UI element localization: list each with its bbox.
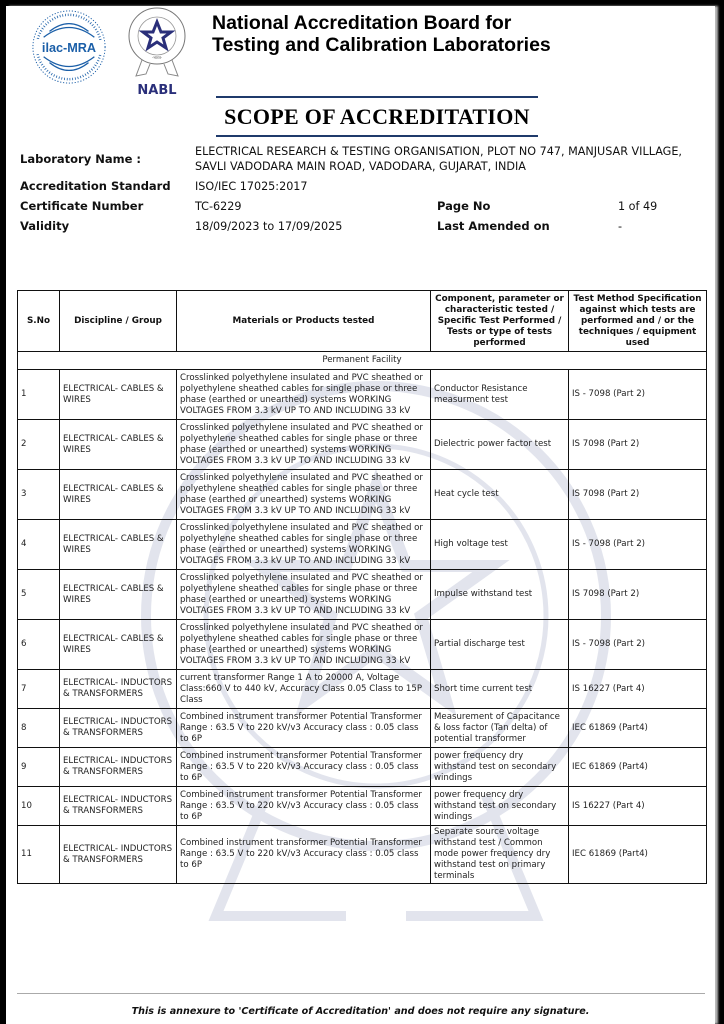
cell-materials: Crosslinked polyethylene insulated and PVC sheathed or polyethylene sheathed cables for single phase or three phase (earthed or unearthed) systems WORKING VOLTAGES FROM 3.3 kV UP TO AND INCLUDING 33 kV xyxy=(177,470,431,520)
validity-label: Validity xyxy=(20,219,70,233)
table-row xyxy=(18,670,707,709)
cell-materials: Crosslinked polyethylene insulated and PVC sheathed or polyethylene sheathed cables for single phase or three phase (earthed or unearthed) systems WORKING VOLTAGES FROM 3.3 kV UP TO AND INCLUDING 33 kV xyxy=(177,370,431,420)
cell-component: Short time current test xyxy=(431,670,569,709)
cell-method: IEC 61869 (Part4) xyxy=(569,748,707,787)
cell-component: High voltage test xyxy=(431,520,569,570)
page-no-value: 1 of 49 xyxy=(618,200,658,213)
cell-sno: 4 xyxy=(18,520,60,570)
document-page xyxy=(6,6,715,1024)
cell-sno: 5 xyxy=(18,570,60,620)
cell-method: IS - 7098 (Part 2) xyxy=(569,620,707,670)
cell-method: IS - 7098 (Part 2) xyxy=(569,520,707,570)
footer-divider xyxy=(17,993,705,994)
table-row xyxy=(18,370,707,420)
certificate-number-label: Certificate Number xyxy=(20,199,144,213)
last-amended-value: - xyxy=(618,220,623,233)
cell-sno: 8 xyxy=(18,709,60,748)
facility-row xyxy=(18,352,707,370)
scope-table xyxy=(17,290,707,884)
accreditation-standard-label: Accreditation Standard xyxy=(20,179,171,193)
cell-method: IEC 61869 (Part4) xyxy=(569,709,707,748)
cell-component: Heat cycle test xyxy=(431,470,569,520)
cell-discipline: ELECTRICAL- CABLES & WIRES xyxy=(60,370,177,420)
laboratory-name-line2: SAVLI VADODARA MAIN ROAD, VADODARA, GUJARAT, INDIA xyxy=(195,160,526,173)
laboratory-name-line1: ELECTRICAL RESEARCH & TESTING ORGANISATION, PLOT NO 747, MANJUSAR VILLAGE, xyxy=(195,145,682,158)
table-row xyxy=(18,470,707,520)
header-method: Test Method Specification against which tests are performed and / or the techniques / equipment used xyxy=(569,291,707,352)
cell-sno: 3 xyxy=(18,470,60,520)
cell-component: Measurement of Capacitance & loss factor (Tan delta) of potential transformer xyxy=(431,709,569,748)
cell-method: IS 7098 (Part 2) xyxy=(569,470,707,520)
cell-component: Conductor Resistance measurment test xyxy=(431,370,569,420)
cell-materials: Combined instrument transformer Potential Transformer Range : 63.5 V to 220 kV/v3 Accuracy class : 0.05 class to 6P xyxy=(177,826,431,884)
cell-discipline: ELECTRICAL- INDUCTORS & TRANSFORMERS xyxy=(60,670,177,709)
cell-method: IS - 7098 (Part 2) xyxy=(569,370,707,420)
cell-discipline: ELECTRICAL- INDUCTORS & TRANSFORMERS xyxy=(60,826,177,884)
org-title-line2: Testing and Calibration Laboratories xyxy=(212,34,551,56)
cell-component: power frequency dry withstand test on secondary windings xyxy=(431,787,569,826)
facility-label: Permanent Facility xyxy=(18,352,707,370)
header-sno: S.No xyxy=(18,291,60,352)
cell-method: IS 16227 (Part 4) xyxy=(569,670,707,709)
cell-materials: Combined instrument transformer Potential Transformer Range : 63.5 V to 220 kV/v3 Accuracy class : 0.05 class to 6P xyxy=(177,748,431,787)
cell-discipline: ELECTRICAL- INDUCTORS & TRANSFORMERS xyxy=(60,748,177,787)
scope-title-banner xyxy=(216,96,538,137)
cell-materials: Combined instrument transformer Potential Transformer Range : 63.5 V to 220 kV/v3 Accuracy class : 0.05 class to 6P xyxy=(177,709,431,748)
header-discipline: Discipline / Group xyxy=(60,291,177,352)
table-row xyxy=(18,748,707,787)
cell-materials: Crosslinked polyethylene insulated and PVC sheathed or polyethylene sheathed cables for single phase or three phase (earthed or unearthed) systems WORKING VOLTAGES FROM 3.3 kV UP TO AND INCLUDING 33 kV xyxy=(177,620,431,670)
nabl-logo-icon xyxy=(124,6,190,98)
cell-component: power frequency dry withstand test on secondary windings xyxy=(431,748,569,787)
table-row xyxy=(18,787,707,826)
page-title: SCOPE OF ACCREDITATION xyxy=(224,104,530,129)
cell-method: IS 7098 (Part 2) xyxy=(569,420,707,470)
cell-discipline: ELECTRICAL- CABLES & WIRES xyxy=(60,570,177,620)
certificate-number-value: TC-6229 xyxy=(195,200,242,213)
cell-materials: Crosslinked polyethylene insulated and PVC sheathed or polyethylene sheathed cables for single phase or three phase (earthed or unearthed) systems WORKING VOLTAGES FROM 3.3 kV UP TO AND INCLUDING 33 kV xyxy=(177,570,431,620)
cell-sno: 6 xyxy=(18,620,60,670)
last-amended-label: Last Amended on xyxy=(437,219,550,233)
cell-materials: Crosslinked polyethylene insulated and PVC sheathed or polyethylene sheathed cables for single phase or three phase (earthed or unearthed) systems WORKING VOLTAGES FROM 3.3 kV UP TO AND INCLUDING 33 kV xyxy=(177,420,431,470)
cell-materials: Crosslinked polyethylene insulated and PVC sheathed or polyethylene sheathed cables for single phase or three phase (earthed or unearthed) systems WORKING VOLTAGES FROM 3.3 kV UP TO AND INCLUDING 33 kV xyxy=(177,520,431,570)
cell-discipline: ELECTRICAL- CABLES & WIRES xyxy=(60,520,177,570)
header-materials: Materials or Products tested xyxy=(177,291,431,352)
table-row xyxy=(18,420,707,470)
cell-discipline: ELECTRICAL- INDUCTORS & TRANSFORMERS xyxy=(60,787,177,826)
cell-sno: 10 xyxy=(18,787,60,826)
cell-method: IEC 61869 (Part4) xyxy=(569,826,707,884)
org-title-line1: National Accreditation Board for xyxy=(212,12,512,34)
cell-discipline: ELECTRICAL- CABLES & WIRES xyxy=(60,420,177,470)
accreditation-standard-value: ISO/IEC 17025:2017 xyxy=(195,180,308,193)
svg-text:ilac-MRA: ilac-MRA xyxy=(41,40,97,55)
cell-discipline: ELECTRICAL- INDUCTORS & TRANSFORMERS xyxy=(60,709,177,748)
cell-sno: 7 xyxy=(18,670,60,709)
laboratory-name-value xyxy=(195,144,705,174)
cell-materials: current transformer Range 1 A to 20000 A, Voltage Class:660 V to 440 kV, Accuracy Class 0.05 Class to 15P Class xyxy=(177,670,431,709)
cell-method: IS 16227 (Part 4) xyxy=(569,787,707,826)
cell-method: IS 7098 (Part 2) xyxy=(569,570,707,620)
table-row xyxy=(18,620,707,670)
cell-materials: Combined instrument transformer Potential Transformer Range : 63.5 V to 220 kV/v3 Accuracy class : 0.05 class to 6P xyxy=(177,787,431,826)
footer-note: This is annexure to 'Certificate of Accreditation' and does not require any signature. xyxy=(131,1006,590,1017)
cell-discipline: ELECTRICAL- CABLES & WIRES xyxy=(60,470,177,520)
laboratory-name-label: Laboratory Name : xyxy=(20,152,141,166)
table-row xyxy=(18,520,707,570)
cell-component: Partial discharge test xyxy=(431,620,569,670)
page-no-label: Page No xyxy=(437,199,491,213)
cell-component: Separate source voltage withstand test / Common mode power frequency dry withstand test on primary terminals xyxy=(431,826,569,884)
cell-sno: 2 xyxy=(18,420,60,470)
ilac-mra-logo-icon xyxy=(30,8,108,86)
table-row xyxy=(18,826,707,884)
validity-value: 18/09/2023 to 17/09/2025 xyxy=(195,220,343,233)
svg-text:NABL: NABL xyxy=(137,83,177,98)
cell-sno: 11 xyxy=(18,826,60,884)
cell-sno: 9 xyxy=(18,748,60,787)
svg-text:·भारत·: ·भारत· xyxy=(151,55,163,60)
table-header-row xyxy=(18,291,707,352)
table-row xyxy=(18,570,707,620)
cell-discipline: ELECTRICAL- CABLES & WIRES xyxy=(60,620,177,670)
cell-component: Dielectric power factor test xyxy=(431,420,569,470)
cell-component: Impulse withstand test xyxy=(431,570,569,620)
org-title xyxy=(212,12,551,56)
header-component: Component, parameter or characteristic tested / Specific Test Performed / Tests or type of tests performed xyxy=(431,291,569,352)
table-row xyxy=(18,709,707,748)
cell-sno: 1 xyxy=(18,370,60,420)
